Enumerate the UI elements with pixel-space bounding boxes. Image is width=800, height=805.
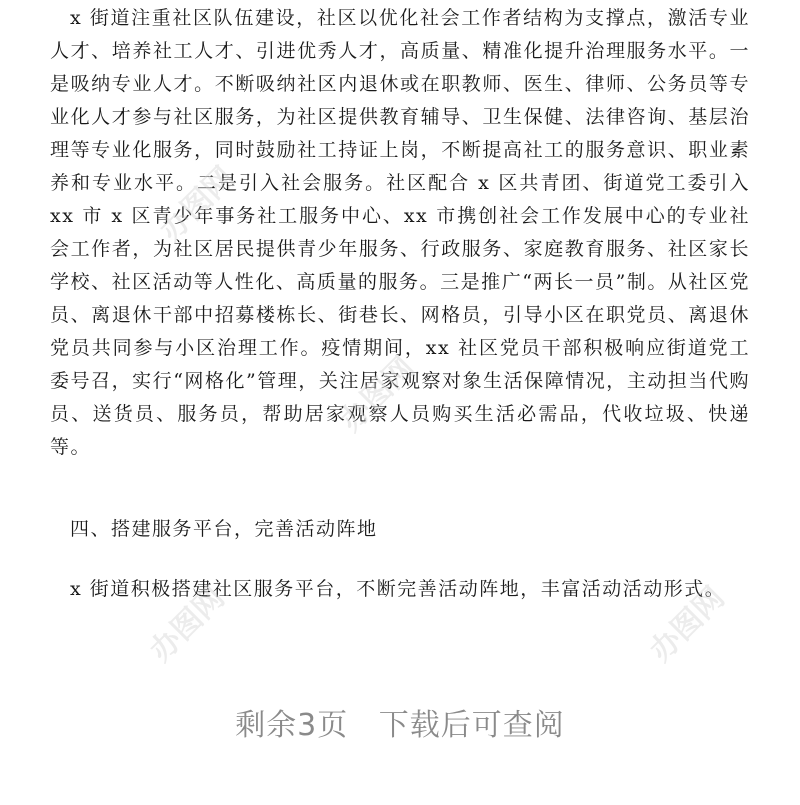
watermark: 办图网	[143, 580, 232, 669]
remaining-pages-notice[interactable]: 剩余3页 下载后可查阅	[235, 708, 565, 743]
watermark: 办图网	[153, 160, 242, 249]
body-paragraph-1: x 街道注重社区队伍建设，社区以优化社会工作者结构为支撑点，激活专业人才、培养社工人才、引进优秀人才，高质量、精准化提升治理服务水平。一是吸纳专业人才。不断吸纳社区内退休或在职教师、医生、律师、公务员等专业化人才参与社区服务，为社区提供教育辅导、卫生保健、法律咨询、基层治理等专业化服务，同时鼓励社工持证上岗，不断提高社工的服务意识、职业素养和专业水平。二是引入社会服务。社区配合 x 区共青团、街道党工委引入 xx 市 x 区青少年事务社工服务中心、xx 市携创社会工作发展中心的专业社会工作者，为社区居民提供青少年服务、行政服务、家庭教育服务、社区家长学校、社区活动等人性化、高质量的服务。三是推广“两长一员”制。从社区党员、离退休干部中招募楼栋长、街巷长、网格员，引导小区在职党员、离退休党员共同参与小区治理工作。疫情期间，xx 社区党员干部积极响应街道党工委号召，实行“网格化”管理，关注居家观察对象生活保障情况，主动担当代购员、送货员、服务员，帮助居家观察人员购买生活必需品，代收垃圾、快递等。	[50, 7, 750, 458]
watermark: 办图网	[643, 580, 732, 669]
body-paragraph-2: x 街道积极搭建社区服务平台，不断完善活动阵地，丰富活动活动形式。	[70, 578, 726, 600]
watermark: 办图网	[333, 350, 422, 439]
section-heading-4: 四、搭建服务平台，完善活动阵地	[70, 518, 378, 540]
